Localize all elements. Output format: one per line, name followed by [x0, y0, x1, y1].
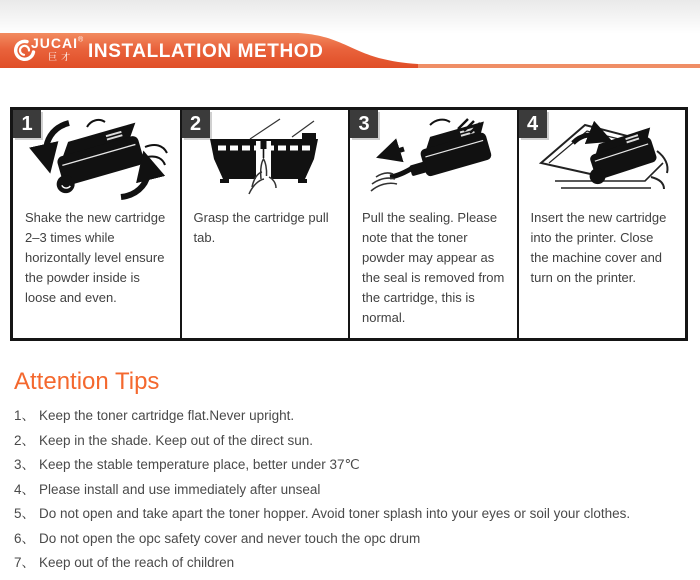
- tip-text: Please install and use immediately after unseal: [39, 481, 321, 497]
- tip-item: [14, 478, 686, 503]
- logo-chinese-name: 巨才: [48, 52, 75, 62]
- step-3-cell: [350, 110, 519, 338]
- tip-item: [14, 527, 686, 552]
- brand-logo: [13, 36, 83, 62]
- attention-tips-section: [14, 369, 686, 576]
- step-instruction: Shake the new cartridge 2–3 times while horizontally level ensure the powder inside is loose and even.: [25, 210, 166, 305]
- tip-number: 1、: [14, 408, 36, 424]
- attention-tips-title: Attention Tips: [14, 368, 160, 395]
- tip-text: Keep the stable temperature place, better under 37℃: [39, 457, 360, 473]
- logo-brand-name: JUCAI: [31, 35, 79, 51]
- grasp-pull-tab-icon: [182, 114, 349, 208]
- tip-number: 6、: [14, 530, 36, 546]
- tip-number: 5、: [14, 506, 36, 522]
- tip-text: Keep out of the reach of children: [39, 555, 235, 571]
- step-instruction: Insert the new cartridge into the printer. Close the machine cover and turn on the printer.: [530, 210, 667, 285]
- tip-item: [14, 502, 686, 527]
- tip-text: Do not open the opc safety cover and never touch the opc drum: [39, 530, 421, 546]
- shake-cartridge-icon: [13, 114, 180, 208]
- tip-text: Do not open and take apart the toner hopper. Avoid toner splash into your eyes or soil your clothes.: [39, 506, 631, 522]
- insert-cartridge-icon: [519, 114, 686, 208]
- attention-tips-list: [14, 404, 686, 576]
- page-title: INSTALLATION METHOD: [88, 41, 324, 62]
- step-1-cell: [13, 110, 182, 338]
- step-instruction: Grasp the cartridge pull tab.: [193, 210, 329, 245]
- step-instruction: Pull the sealing. Please note that the toner powder may appear as the seal is removed from the cartridge, this is normal.: [362, 210, 505, 325]
- step-number-badge: 1: [13, 110, 41, 138]
- page-top-gradient: [0, 0, 700, 34]
- tip-text: Keep in the shade. Keep out of the direct sun.: [39, 432, 313, 448]
- registered-mark: ®: [78, 36, 84, 44]
- tip-item: [14, 404, 686, 429]
- step-4-cell: [519, 110, 686, 338]
- tip-item: [14, 453, 686, 478]
- logo-text: [31, 36, 83, 62]
- step-number-badge: 2: [182, 110, 210, 138]
- step-number-badge: 4: [519, 110, 547, 138]
- tip-text: Keep the toner cartridge flat.Never upright.: [39, 408, 295, 424]
- tip-item: [14, 429, 686, 454]
- pull-sealing-icon: [350, 114, 517, 208]
- tip-number: 3、: [14, 457, 36, 473]
- tip-number: 7、: [14, 555, 36, 571]
- tip-number: 4、: [14, 481, 36, 497]
- tip-item: [14, 551, 686, 576]
- step-number-badge: 3: [350, 110, 378, 138]
- tip-number: 2、: [14, 432, 36, 448]
- installation-steps-panel: [10, 107, 688, 341]
- step-2-cell: [182, 110, 351, 338]
